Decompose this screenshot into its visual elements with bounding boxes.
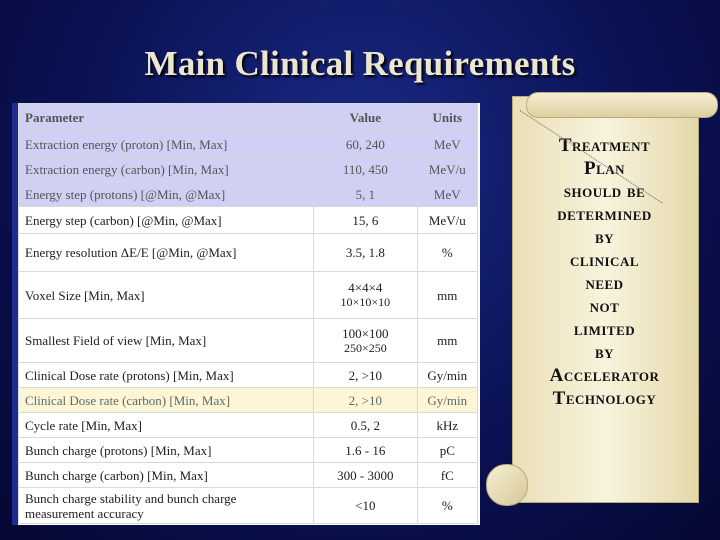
scroll-message <box>512 134 697 410</box>
row-parameter: Extraction energy (carbon) [Min, Max] <box>19 157 314 182</box>
row-value: 1.6 - 16 <box>314 438 417 463</box>
row-value: 100×100 <box>342 325 389 341</box>
table-row <box>19 488 478 524</box>
row-value: 110, 450 <box>314 157 417 182</box>
row-units: % <box>417 234 477 272</box>
row-parameter: Extraction energy (proton) [Min, Max] <box>19 132 314 157</box>
parchment-scroll <box>512 96 712 501</box>
table-row <box>19 319 478 363</box>
scroll-line: Plan <box>583 158 626 179</box>
scroll-line: limited <box>573 319 636 340</box>
row-value: 60, 240 <box>314 132 417 157</box>
header-parameter: Parameter <box>19 104 314 132</box>
row-units: Gy/min <box>417 363 477 388</box>
row-value-cell <box>314 272 417 319</box>
scroll-line: clinical <box>569 250 639 271</box>
row-parameter: Energy step (carbon) [@Min, @Max] <box>19 207 314 234</box>
row-parameter: Bunch charge stability and bunch charge measurement accuracy <box>19 488 314 524</box>
row-units: MeV/u <box>417 157 477 182</box>
row-units: MeV <box>417 132 477 157</box>
row-value: 2, >10 <box>314 388 417 413</box>
row-value: 300 - 3000 <box>314 463 417 488</box>
row-parameter: Bunch charge (protons) [Min, Max] <box>19 438 314 463</box>
row-value: 15, 6 <box>314 207 417 234</box>
row-value: 5, 1 <box>314 182 417 207</box>
scroll-line: by <box>594 342 615 363</box>
table-row <box>19 182 478 207</box>
row-parameter: Voxel Size [Min, Max] <box>19 272 314 319</box>
table-row <box>19 438 478 463</box>
table-row <box>19 132 478 157</box>
row-value: 4×4×4 <box>348 280 383 295</box>
scroll-top-roll <box>526 92 718 118</box>
scroll-line: by <box>594 227 615 248</box>
row-value: 3.5, 1.8 <box>314 234 417 272</box>
row-parameter: Clinical Dose rate (carbon) [Min, Max] <box>19 388 314 413</box>
scroll-line: need <box>585 273 624 294</box>
scroll-bottom-roll <box>486 464 528 506</box>
scroll-line: not <box>589 296 620 317</box>
scroll-line: Treatment <box>558 135 651 156</box>
table-row <box>19 272 478 319</box>
row-units: fC <box>417 463 477 488</box>
header-units: Units <box>417 104 477 132</box>
table-header-row <box>19 104 478 132</box>
row-value: 0.5, 2 <box>314 413 417 438</box>
row-value-secondary: 10×10×10 <box>340 295 391 309</box>
row-units: MeV <box>417 182 477 207</box>
scroll-line: should be <box>563 181 646 202</box>
scroll-line: Accelerator <box>549 365 660 386</box>
row-value-secondary: 250×250 <box>343 340 387 355</box>
row-units: pC <box>417 438 477 463</box>
row-units: mm <box>417 319 477 363</box>
requirements-table <box>18 103 480 525</box>
table-row <box>19 388 478 413</box>
row-units: kHz <box>417 413 477 438</box>
scroll-line: Technology <box>552 388 657 409</box>
row-value-cell <box>314 319 417 363</box>
row-units: MeV/u <box>417 207 477 234</box>
row-units: Gy/min <box>417 388 477 413</box>
row-parameter: Energy step (protons) [@Min, @Max] <box>19 182 314 207</box>
slide-title: Main Clinical Requirements <box>144 44 576 83</box>
table-row <box>19 157 478 182</box>
row-value: 2, >10 <box>314 363 417 388</box>
row-parameter: Bunch charge (carbon) [Min, Max] <box>19 463 314 488</box>
scroll-line: determined <box>557 204 652 225</box>
table-row <box>19 207 478 234</box>
row-parameter: Energy resolution ΔE/E [@Min, @Max] <box>19 234 314 272</box>
row-value: <10 <box>314 488 417 524</box>
row-units: mm <box>417 272 477 319</box>
table-row <box>19 463 478 488</box>
header-value: Value <box>314 104 417 132</box>
table-row <box>19 413 478 438</box>
row-units: % <box>417 488 477 524</box>
row-parameter: Clinical Dose rate (protons) [Min, Max] <box>19 363 314 388</box>
row-parameter: Smallest Field of view [Min, Max] <box>19 319 314 363</box>
row-parameter: Cycle rate [Min, Max] <box>19 413 314 438</box>
table-row <box>19 363 478 388</box>
table-row <box>19 234 478 272</box>
